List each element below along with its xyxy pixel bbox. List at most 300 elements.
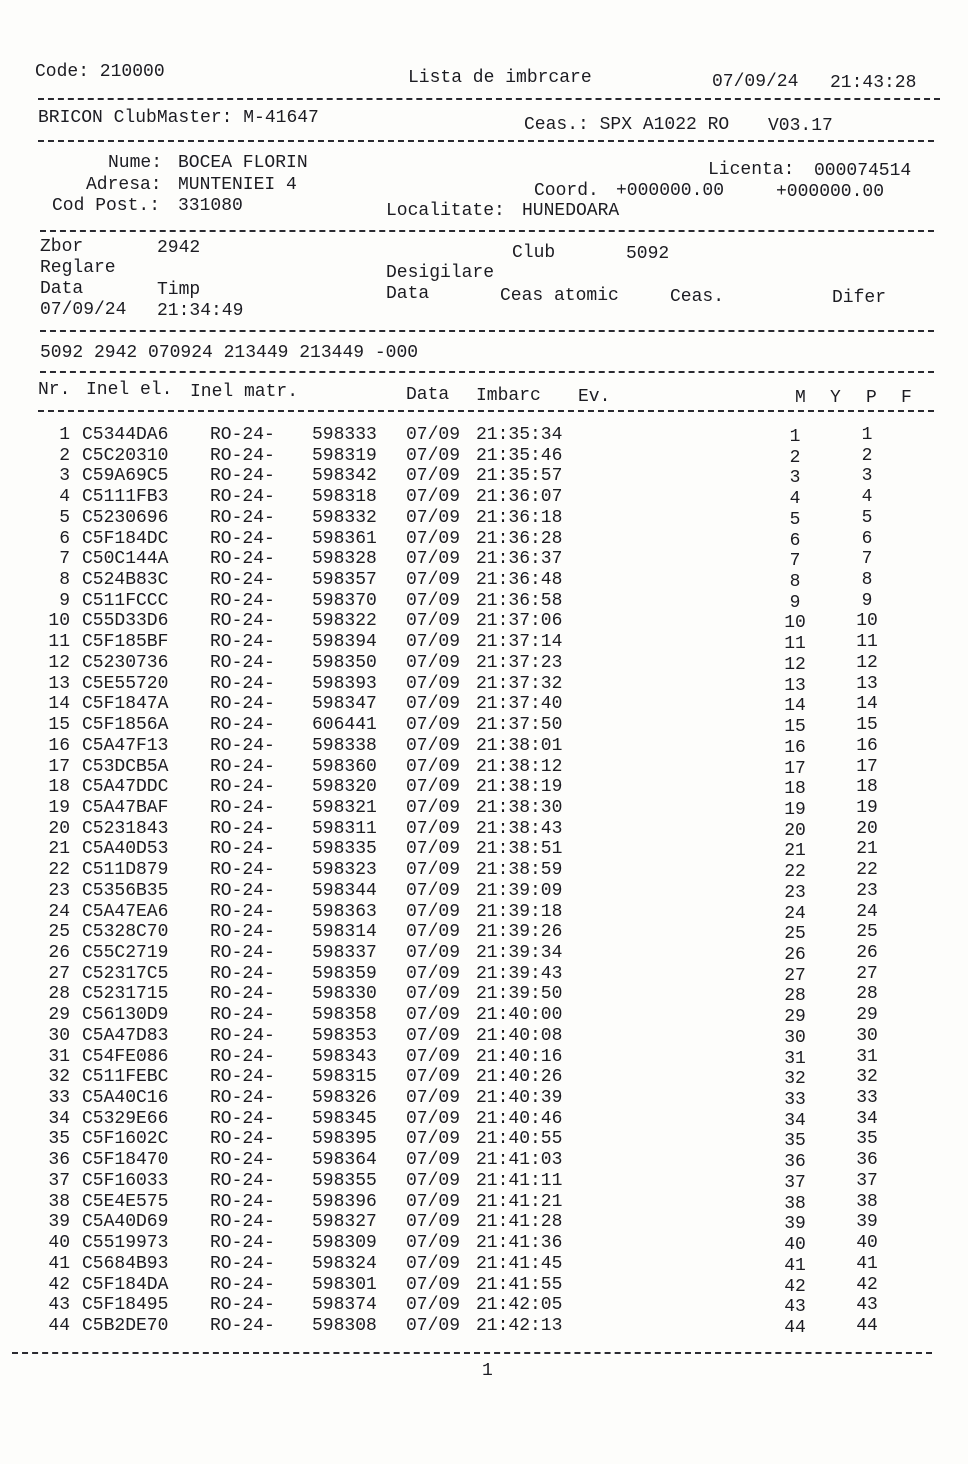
postal-label: Cod Post.: bbox=[52, 196, 161, 216]
row-ring-number: 598315 bbox=[312, 1067, 377, 1088]
address-label: Adresa: bbox=[86, 175, 162, 195]
desigilare-label: Desigilare bbox=[386, 263, 495, 283]
row-arrival-time: 21:37:14 bbox=[476, 632, 563, 653]
row-arrival-time: 21:41:45 bbox=[476, 1253, 563, 1274]
coord-x: +000000.00 bbox=[616, 181, 725, 201]
row-ring-prefix: RO-24- bbox=[210, 860, 275, 881]
row-ring-prefix: RO-24- bbox=[210, 694, 275, 715]
row-nr: 22 bbox=[48, 860, 70, 881]
row-nr: 7 bbox=[59, 549, 70, 570]
table-row bbox=[0, 798, 968, 818]
row-ring-prefix: RO-24- bbox=[210, 425, 275, 445]
col-data: Data bbox=[406, 385, 450, 405]
row-m: 42 bbox=[784, 1276, 806, 1297]
table-row bbox=[0, 1171, 968, 1191]
row-date: 07/09 bbox=[406, 487, 461, 508]
row-ring-prefix: RO-24- bbox=[210, 777, 275, 798]
row-arrival-time: 21:41:21 bbox=[476, 1191, 563, 1212]
row-ring-prefix: RO-24- bbox=[210, 1315, 275, 1336]
row-m: 11 bbox=[784, 634, 806, 655]
row-arrival-time: 21:38:59 bbox=[476, 860, 563, 881]
row-p: 37 bbox=[856, 1170, 878, 1191]
row-date: 07/09 bbox=[406, 652, 461, 673]
row-p: 16 bbox=[856, 735, 878, 756]
row-m: 31 bbox=[784, 1048, 806, 1069]
row-arrival-time: 21:41:11 bbox=[476, 1170, 563, 1191]
row-ring-number: 598370 bbox=[312, 590, 377, 611]
table-row bbox=[0, 425, 968, 445]
table-row bbox=[0, 1150, 968, 1173]
row-ring-prefix: RO-24- bbox=[210, 528, 275, 549]
row-ring-number: 598327 bbox=[312, 1212, 377, 1233]
row-arrival-time: 21:39:34 bbox=[476, 943, 563, 963]
table-row bbox=[0, 819, 968, 839]
row-nr: 44 bbox=[48, 1315, 70, 1336]
row-date: 07/09 bbox=[406, 818, 461, 839]
owner-postal: 331080 bbox=[178, 196, 243, 216]
table-row bbox=[0, 839, 968, 862]
row-date: 07/09 bbox=[406, 922, 461, 943]
row-nr: 27 bbox=[48, 963, 70, 984]
row-ring-electronic: C5230736 bbox=[82, 652, 169, 673]
row-ring-number: 598328 bbox=[312, 549, 377, 570]
row-nr: 33 bbox=[48, 1088, 70, 1109]
row-p: 3 bbox=[861, 466, 873, 487]
row-arrival-time: 21:40:08 bbox=[476, 1025, 563, 1046]
table-row bbox=[0, 1192, 968, 1212]
row-arrival-time: 21:42:13 bbox=[476, 1315, 563, 1336]
row-arrival-time: 21:38:01 bbox=[476, 735, 563, 756]
row-arrival-time: 21:36:37 bbox=[476, 549, 563, 570]
row-m: 19 bbox=[784, 799, 806, 820]
separator bbox=[40, 371, 934, 373]
row-nr: 2 bbox=[59, 445, 70, 466]
separator bbox=[38, 98, 940, 100]
row-m: 6 bbox=[789, 530, 801, 551]
row-ring-electronic: C5A47F13 bbox=[82, 735, 169, 756]
row-ring-electronic: C5F185BF bbox=[82, 632, 169, 653]
row-ring-electronic: C5A47D83 bbox=[82, 1025, 169, 1046]
row-arrival-time: 21:38:12 bbox=[476, 756, 563, 777]
row-date: 07/09 bbox=[406, 1108, 461, 1129]
clock-model: Ceas.: SPX A1022 RO bbox=[524, 115, 730, 135]
row-p: 6 bbox=[861, 528, 873, 549]
row-date: 07/09 bbox=[406, 1295, 461, 1316]
row-date: 07/09 bbox=[406, 1129, 461, 1150]
row-ring-prefix: RO-24- bbox=[210, 1005, 275, 1026]
row-date: 07/09 bbox=[406, 777, 461, 798]
row-ring-prefix: RO-24- bbox=[210, 735, 275, 756]
row-p: 18 bbox=[856, 777, 878, 798]
row-ring-electronic: C56130D9 bbox=[82, 1005, 169, 1026]
owner-licence: 000074514 bbox=[814, 161, 912, 181]
row-nr: 31 bbox=[48, 1046, 70, 1067]
table-row bbox=[0, 466, 968, 489]
row-p: 11 bbox=[856, 632, 878, 653]
row-ring-number: 598322 bbox=[312, 611, 377, 632]
data-label: Data bbox=[40, 279, 84, 299]
row-ring-number: 598311 bbox=[312, 818, 377, 839]
row-date: 07/09 bbox=[406, 466, 461, 487]
flight-code-line: 5092 2942 070924 213449 213449 -000 bbox=[40, 343, 419, 363]
row-ring-number: 598337 bbox=[312, 943, 377, 963]
row-ring-electronic: C5230696 bbox=[82, 507, 169, 528]
row-m: 23 bbox=[784, 882, 806, 903]
row-ring-number: 598345 bbox=[312, 1108, 377, 1129]
row-date: 07/09 bbox=[406, 860, 461, 881]
row-nr: 15 bbox=[48, 715, 70, 736]
owner-name: BOCEA FLORIN bbox=[178, 153, 308, 173]
separator bbox=[40, 330, 934, 332]
row-p: 39 bbox=[856, 1212, 878, 1233]
report-date: 07/09/24 bbox=[712, 72, 799, 92]
col-inel-matr: Inel matr. bbox=[190, 382, 299, 402]
row-ring-electronic: C5328C70 bbox=[82, 922, 169, 943]
row-p: 21 bbox=[856, 839, 878, 860]
table-row bbox=[0, 715, 968, 738]
row-nr: 6 bbox=[59, 528, 70, 549]
row-ring-prefix: RO-24- bbox=[210, 1212, 275, 1233]
row-ring-number: 598324 bbox=[312, 1253, 377, 1274]
row-ring-prefix: RO-24- bbox=[210, 549, 275, 570]
row-ring-electronic: C59A69C5 bbox=[82, 466, 169, 487]
row-m: 43 bbox=[784, 1297, 806, 1318]
row-arrival-time: 21:40:00 bbox=[476, 1005, 563, 1026]
row-arrival-time: 21:36:48 bbox=[476, 570, 563, 591]
row-p: 8 bbox=[861, 570, 873, 591]
table-row bbox=[0, 1088, 968, 1111]
row-p: 1 bbox=[861, 425, 873, 445]
row-date: 07/09 bbox=[406, 715, 461, 736]
row-nr: 19 bbox=[48, 797, 70, 818]
row-m: 37 bbox=[784, 1172, 806, 1193]
row-p: 17 bbox=[856, 756, 878, 777]
row-ring-prefix: RO-24- bbox=[210, 1067, 275, 1088]
table-row bbox=[0, 1047, 968, 1067]
row-date: 07/09 bbox=[406, 425, 461, 445]
row-p: 23 bbox=[856, 880, 878, 901]
row-arrival-time: 21:39:09 bbox=[476, 880, 563, 901]
row-m: 21 bbox=[784, 841, 806, 862]
col-m: M bbox=[795, 388, 806, 408]
table-row bbox=[0, 1129, 968, 1152]
table-row bbox=[0, 632, 968, 655]
row-ring-electronic: C5519973 bbox=[82, 1233, 169, 1254]
row-m: 33 bbox=[784, 1090, 806, 1111]
row-m: 9 bbox=[789, 592, 801, 613]
row-p: 2 bbox=[861, 445, 873, 466]
row-ring-electronic: C5F18495 bbox=[82, 1295, 169, 1316]
row-m: 38 bbox=[784, 1193, 806, 1214]
row-ring-prefix: RO-24- bbox=[210, 1170, 275, 1191]
row-ring-electronic: C5F18470 bbox=[82, 1150, 169, 1171]
table-row bbox=[0, 1295, 968, 1318]
row-nr: 16 bbox=[48, 735, 70, 756]
row-ring-electronic: C5A47EA6 bbox=[82, 901, 169, 922]
row-nr: 20 bbox=[48, 818, 70, 839]
row-date: 07/09 bbox=[406, 673, 461, 694]
table-row bbox=[0, 777, 968, 800]
row-arrival-time: 21:37:06 bbox=[476, 611, 563, 632]
row-m: 1 bbox=[789, 427, 801, 447]
row-p: 35 bbox=[856, 1129, 878, 1150]
row-m: 41 bbox=[784, 1255, 806, 1276]
row-ring-number: 598396 bbox=[312, 1191, 377, 1212]
row-date: 07/09 bbox=[406, 901, 461, 922]
row-ring-electronic: C5F184DC bbox=[82, 528, 169, 549]
row-p: 40 bbox=[856, 1233, 878, 1254]
row-ring-electronic: C5E4E575 bbox=[82, 1191, 169, 1212]
row-date: 07/09 bbox=[406, 1170, 461, 1191]
row-ring-prefix: RO-24- bbox=[210, 756, 275, 777]
separator bbox=[38, 410, 934, 412]
row-nr: 26 bbox=[48, 943, 70, 963]
table-row bbox=[0, 508, 968, 528]
row-p: 15 bbox=[856, 715, 878, 736]
row-arrival-time: 21:35:46 bbox=[476, 445, 563, 466]
row-p: 5 bbox=[861, 507, 873, 528]
page-number: 1 bbox=[482, 1361, 493, 1381]
row-arrival-time: 21:40:26 bbox=[476, 1067, 563, 1088]
row-arrival-time: 21:36:58 bbox=[476, 590, 563, 611]
row-p: 24 bbox=[856, 901, 878, 922]
row-p: 29 bbox=[856, 1005, 878, 1026]
table-row bbox=[0, 757, 968, 777]
row-ring-number: 598360 bbox=[312, 756, 377, 777]
table-row bbox=[0, 487, 968, 510]
row-ring-prefix: RO-24- bbox=[210, 797, 275, 818]
row-m: 25 bbox=[784, 924, 806, 945]
row-ring-number: 598332 bbox=[312, 507, 377, 528]
row-arrival-time: 21:37:23 bbox=[476, 652, 563, 673]
row-arrival-time: 21:41:03 bbox=[476, 1150, 563, 1171]
row-arrival-time: 21:38:51 bbox=[476, 839, 563, 860]
row-ring-number: 598314 bbox=[312, 922, 377, 943]
row-p: 20 bbox=[856, 818, 878, 839]
report-time: 21:43:28 bbox=[830, 73, 917, 93]
row-date: 07/09 bbox=[406, 756, 461, 777]
row-m: 40 bbox=[784, 1235, 806, 1256]
row-m: 32 bbox=[784, 1069, 806, 1090]
row-ring-number: 598394 bbox=[312, 632, 377, 653]
coord-label: Coord. bbox=[534, 181, 599, 201]
row-p: 27 bbox=[856, 963, 878, 984]
table-row bbox=[0, 1212, 968, 1235]
row-p: 34 bbox=[856, 1108, 878, 1129]
row-ring-electronic: C5231843 bbox=[82, 818, 169, 839]
ceas-label: Ceas. bbox=[670, 287, 725, 307]
reglare-date: 07/09/24 bbox=[40, 300, 127, 320]
software-version: V03.17 bbox=[768, 116, 833, 136]
row-date: 07/09 bbox=[406, 1046, 461, 1067]
row-date: 07/09 bbox=[406, 570, 461, 591]
row-arrival-time: 21:40:46 bbox=[476, 1108, 563, 1129]
row-ring-prefix: RO-24- bbox=[210, 922, 275, 943]
row-ring-number: 598309 bbox=[312, 1233, 377, 1254]
row-ring-prefix: RO-24- bbox=[210, 570, 275, 591]
row-ring-number: 598320 bbox=[312, 777, 377, 798]
row-ring-electronic: C52317C5 bbox=[82, 963, 169, 984]
table-row bbox=[0, 570, 968, 593]
row-ring-number: 598361 bbox=[312, 528, 377, 549]
row-ring-prefix: RO-24- bbox=[210, 1253, 275, 1274]
table-row bbox=[0, 653, 968, 673]
row-m: 13 bbox=[784, 675, 806, 696]
row-ring-number: 598350 bbox=[312, 652, 377, 673]
owner-locality: HUNEDOARA bbox=[522, 201, 620, 221]
row-ring-prefix: RO-24- bbox=[210, 445, 275, 466]
row-ring-number: 598344 bbox=[312, 880, 377, 901]
row-nr: 11 bbox=[48, 632, 70, 653]
row-m: 44 bbox=[784, 1317, 806, 1338]
row-nr: 9 bbox=[59, 590, 70, 611]
row-p: 42 bbox=[856, 1274, 878, 1295]
name-label: Nume: bbox=[108, 153, 163, 173]
row-ring-electronic: C5E55720 bbox=[82, 673, 169, 694]
table-row bbox=[0, 881, 968, 901]
row-ring-number: 598335 bbox=[312, 839, 377, 860]
row-ring-electronic: C5A47BAF bbox=[82, 797, 169, 818]
reglare-label: Reglare bbox=[40, 258, 116, 278]
row-date: 07/09 bbox=[406, 943, 461, 963]
row-m: 16 bbox=[784, 737, 806, 758]
row-date: 07/09 bbox=[406, 963, 461, 984]
row-ring-electronic: C5329E66 bbox=[82, 1108, 169, 1129]
row-p: 10 bbox=[856, 611, 878, 632]
row-nr: 10 bbox=[48, 611, 70, 632]
row-ring-prefix: RO-24- bbox=[210, 466, 275, 487]
row-date: 07/09 bbox=[406, 1088, 461, 1109]
row-m: 3 bbox=[789, 468, 801, 489]
row-p: 30 bbox=[856, 1025, 878, 1046]
table-row bbox=[0, 1109, 968, 1129]
row-nr: 24 bbox=[48, 901, 70, 922]
row-date: 07/09 bbox=[406, 735, 461, 756]
row-ring-number: 598357 bbox=[312, 570, 377, 591]
row-ring-number: 606441 bbox=[312, 715, 377, 736]
row-ring-electronic: C5F1856A bbox=[82, 715, 169, 736]
row-p: 43 bbox=[856, 1295, 878, 1316]
row-ring-number: 598355 bbox=[312, 1170, 377, 1191]
row-ring-prefix: RO-24- bbox=[210, 715, 275, 736]
row-ring-electronic: C5A40D53 bbox=[82, 839, 169, 860]
locality-label: Localitate: bbox=[386, 201, 505, 221]
row-p: 14 bbox=[856, 694, 878, 715]
row-date: 07/09 bbox=[406, 611, 461, 632]
row-ring-number: 598395 bbox=[312, 1129, 377, 1150]
row-m: 26 bbox=[784, 945, 806, 965]
row-nr: 29 bbox=[48, 1005, 70, 1026]
table-row bbox=[0, 902, 968, 922]
row-ring-prefix: RO-24- bbox=[210, 963, 275, 984]
row-nr: 4 bbox=[59, 487, 70, 508]
row-ring-electronic: C55D33D6 bbox=[82, 611, 169, 632]
row-m: 5 bbox=[789, 509, 801, 530]
row-ring-number: 598342 bbox=[312, 466, 377, 487]
row-m: 30 bbox=[784, 1027, 806, 1048]
row-p: 9 bbox=[861, 590, 873, 611]
row-ring-electronic: C5344DA6 bbox=[82, 425, 169, 445]
row-ring-electronic: C5F184DA bbox=[82, 1274, 169, 1295]
table-row bbox=[0, 943, 968, 963]
table-row bbox=[0, 529, 968, 549]
row-arrival-time: 21:41:36 bbox=[476, 1233, 563, 1254]
row-ring-prefix: RO-24- bbox=[210, 839, 275, 860]
row-p: 19 bbox=[856, 797, 878, 818]
row-arrival-time: 21:40:55 bbox=[476, 1129, 563, 1150]
row-ring-number: 598326 bbox=[312, 1088, 377, 1109]
row-arrival-time: 21:37:32 bbox=[476, 673, 563, 694]
zbor-label: Zbor bbox=[40, 237, 84, 257]
row-nr: 13 bbox=[48, 673, 70, 694]
report-title: Lista de imbrcare bbox=[408, 68, 592, 88]
row-ring-number: 598343 bbox=[312, 1046, 377, 1067]
table-row bbox=[0, 446, 968, 466]
table-row bbox=[0, 984, 968, 1007]
row-m: 20 bbox=[784, 820, 806, 841]
table-row bbox=[0, 1316, 968, 1336]
row-ring-prefix: RO-24- bbox=[210, 880, 275, 901]
row-date: 07/09 bbox=[406, 1274, 461, 1295]
row-ring-electronic: C511FEBC bbox=[82, 1067, 169, 1088]
row-arrival-time: 21:38:19 bbox=[476, 777, 563, 798]
row-nr: 5 bbox=[59, 507, 70, 528]
row-m: 8 bbox=[789, 572, 801, 593]
row-m: 7 bbox=[789, 551, 801, 572]
row-nr: 25 bbox=[48, 922, 70, 943]
row-nr: 35 bbox=[48, 1129, 70, 1150]
row-date: 07/09 bbox=[406, 1005, 461, 1026]
row-arrival-time: 21:37:50 bbox=[476, 715, 563, 736]
row-date: 07/09 bbox=[406, 528, 461, 549]
zbor-value: 2942 bbox=[157, 238, 201, 258]
table-row bbox=[0, 922, 968, 945]
row-nr: 34 bbox=[48, 1108, 70, 1129]
row-arrival-time: 21:38:43 bbox=[476, 818, 563, 839]
table-row bbox=[0, 964, 968, 984]
row-m: 4 bbox=[789, 489, 801, 510]
row-ring-number: 598353 bbox=[312, 1025, 377, 1046]
row-nr: 3 bbox=[59, 466, 70, 487]
row-nr: 8 bbox=[59, 570, 70, 591]
row-ring-electronic: C511D879 bbox=[82, 860, 169, 881]
row-arrival-time: 21:41:55 bbox=[476, 1274, 563, 1295]
row-arrival-time: 21:35:34 bbox=[476, 425, 563, 445]
difer-label: Difer bbox=[832, 288, 887, 308]
row-ring-number: 598308 bbox=[312, 1315, 377, 1336]
row-p: 33 bbox=[856, 1088, 878, 1109]
row-date: 07/09 bbox=[406, 507, 461, 528]
row-date: 07/09 bbox=[406, 1212, 461, 1233]
row-m: 2 bbox=[789, 447, 801, 468]
row-m: 14 bbox=[784, 696, 806, 717]
row-arrival-time: 21:37:40 bbox=[476, 694, 563, 715]
row-m: 39 bbox=[784, 1214, 806, 1235]
row-ring-prefix: RO-24- bbox=[210, 901, 275, 922]
col-y: Y bbox=[830, 388, 841, 408]
row-nr: 18 bbox=[48, 777, 70, 798]
table-row bbox=[0, 674, 968, 694]
row-ring-prefix: RO-24- bbox=[210, 1046, 275, 1067]
row-nr: 40 bbox=[48, 1233, 70, 1254]
row-m: 29 bbox=[784, 1007, 806, 1028]
row-ring-number: 598363 bbox=[312, 901, 377, 922]
row-nr: 28 bbox=[48, 984, 70, 1005]
row-ring-electronic: C5C20310 bbox=[82, 445, 169, 466]
table-row bbox=[0, 591, 968, 611]
row-m: 28 bbox=[784, 986, 806, 1007]
table-row bbox=[0, 1067, 968, 1090]
